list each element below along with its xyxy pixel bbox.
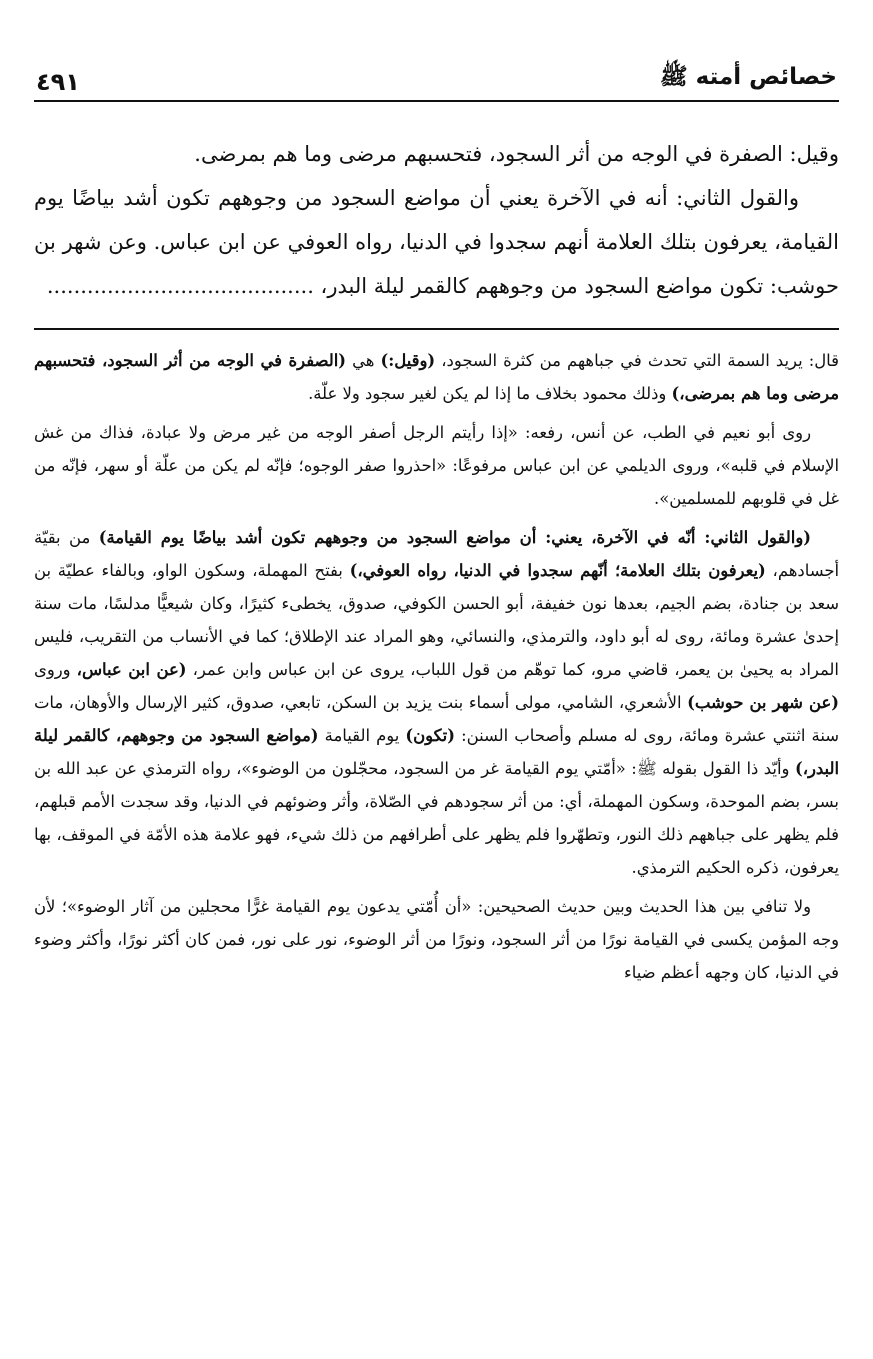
- book-page: [34, 54, 839, 1349]
- footnote-separator: [34, 328, 839, 330]
- commentary-text: وأيّد ذا القول بقوله ﷺ: «أمّتي يوم القيامة غر من السجود، محجّلون من الوضوء»، رواه الترمذي عن عبد الله بن بسر، بضم الموحدة، وسكون المهملة، أي: من أثر سجودهم في الصّلاة، وأثر وضوئهم في الدنيا، وقد سجدت الأمم قبلهم، فلم يظهر على جباههم ذلك النور، وتطهّروا فلم يظهر على أطرافهم من ذلك شيء، فهو علامة هذه الأمّة في الموقف، بها يعرفون، ذكره الحكيم الترمذي.: [34, 759, 839, 877]
- commentary-text: قال: يريد السمة التي تحدث في جباههم من كثرة السجود،: [435, 351, 839, 370]
- main-paragraph-2: والقول الثاني: أنه في الآخرة يعني أن مواضع السجود من وجوههم تكون أشد بياضًا يوم القيامة، يعرفون بتلك العلامة أنهم سجدوا في الدنيا، رواه العوفي عن ابن عباس. وعن شهر بن حوشب: تكون مواضع السجود من وجوههم كالقمر ليلة البدر، ........................................: [34, 186, 839, 298]
- quoted-text: (عن ابن عباس،: [76, 660, 187, 679]
- quoted-text: (يعرفون بتلك العلامة؛ أنّهم سجدوا في الدنيا، رواه العوفي،): [349, 561, 766, 580]
- commentary-text: وروى: [34, 660, 77, 679]
- commentary-text: يوم القيامة: [318, 726, 406, 745]
- commentary-text: الأشعري، الشامي، مولى أسماء بنت يزيد بن السكن، تابعي، صدوق، كثير الإرسال والأوهان، مات سنة اثنتي عشرة ومائة، روى له مسلم وأصحاب السنن:: [34, 693, 840, 745]
- quoted-text: (عن شهر بن حوشب): [687, 693, 840, 712]
- page-header: [34, 54, 839, 102]
- commentary-text: هي: [346, 351, 381, 370]
- commentary-text: من بقيّة أجسادهم،: [34, 528, 840, 580]
- main-paragraph-1: وقيل: الصفرة في الوجه من أثر السجود، فتحسبهم مرضى وما هم بمرضى.: [194, 142, 839, 166]
- commentary-text: بفتح المهملة، وسكون الواو، وبالفاء عطيّة بن سعد بن جنادة، بضم الجيم، بعدها نون خفيفة، أبو الحسن الكوفي، صدوق، يخطىء كثيرًا، وكان شيعيًّا مدلسًا، مات سنة إحدىٰ عشرة ومائة، روى له أبو داود، والترمذي، والنسائي، وهو المراد عند الإطلاق؛ كما في الأنساب من التقريب، فليس المراد به يحيىٰ بن يعمر، قاضي مرو، كما توهّم من قول اللباب، يروى عن ابن عباس وابن عمر،: [34, 561, 839, 679]
- quoted-text: (الصفرة في الوجه من أثر السجود، فتحسبهم مرضى وما هم بمرضى،): [34, 351, 839, 403]
- commentary-paragraph-1: [34, 344, 839, 410]
- quoted-text: (وقيل:): [380, 351, 436, 370]
- page-number: ٤٩١: [36, 68, 80, 96]
- commentary: [34, 344, 839, 989]
- quoted-text: (والقول الثاني: أنّه في الآخرة، يعني: أن مواضع السجود من وجوههم تكون أشد بياضًا يوم القيامة): [98, 528, 812, 547]
- commentary-text: وذلك محمود بخلاف ما إذا لم يكن لغير سجود ولا علّة.: [308, 384, 672, 403]
- quoted-text: (تكون): [405, 726, 456, 745]
- commentary-paragraph-2: روى أبو نعيم في الطب، عن أنس، رفعه: «إذا رأيتم الرجل أصفر الوجه من غير مرض ولا عبادة، فذاك من غش الإسلام في قلبه»، وروى الديلمي عن ابن عباس مرفوعًا: «احذروا صفر الوجوه؛ فإنّه لم يكن من علّة أو سهر، فإنّه من غل في قلوبهم للمسلمين».: [34, 423, 839, 508]
- commentary-paragraph-3: [34, 521, 839, 884]
- running-title: خصائص أمته ﷺ: [659, 64, 837, 90]
- quoted-text: (مواضع السجود من وجوههم، كالقمر ليلة البدر،): [34, 726, 839, 778]
- commentary-paragraph-4: ولا تنافي بين هذا الحديث وبين حديث الصحيحين: «أن أُمّتي يدعون يوم القيامة غرًّا محجلين من آثار الوضوء»؛ لأن وجه المؤمن يكسى في القيامة نورًا من أثر السجود، ونورًا من أثر الوضوء، نور على نور، فمن كان أكثر نورًا، وأكثر وضوء في الدنيا، كان وجهه أعظم ضياء: [34, 897, 839, 982]
- main-text: [34, 132, 839, 308]
